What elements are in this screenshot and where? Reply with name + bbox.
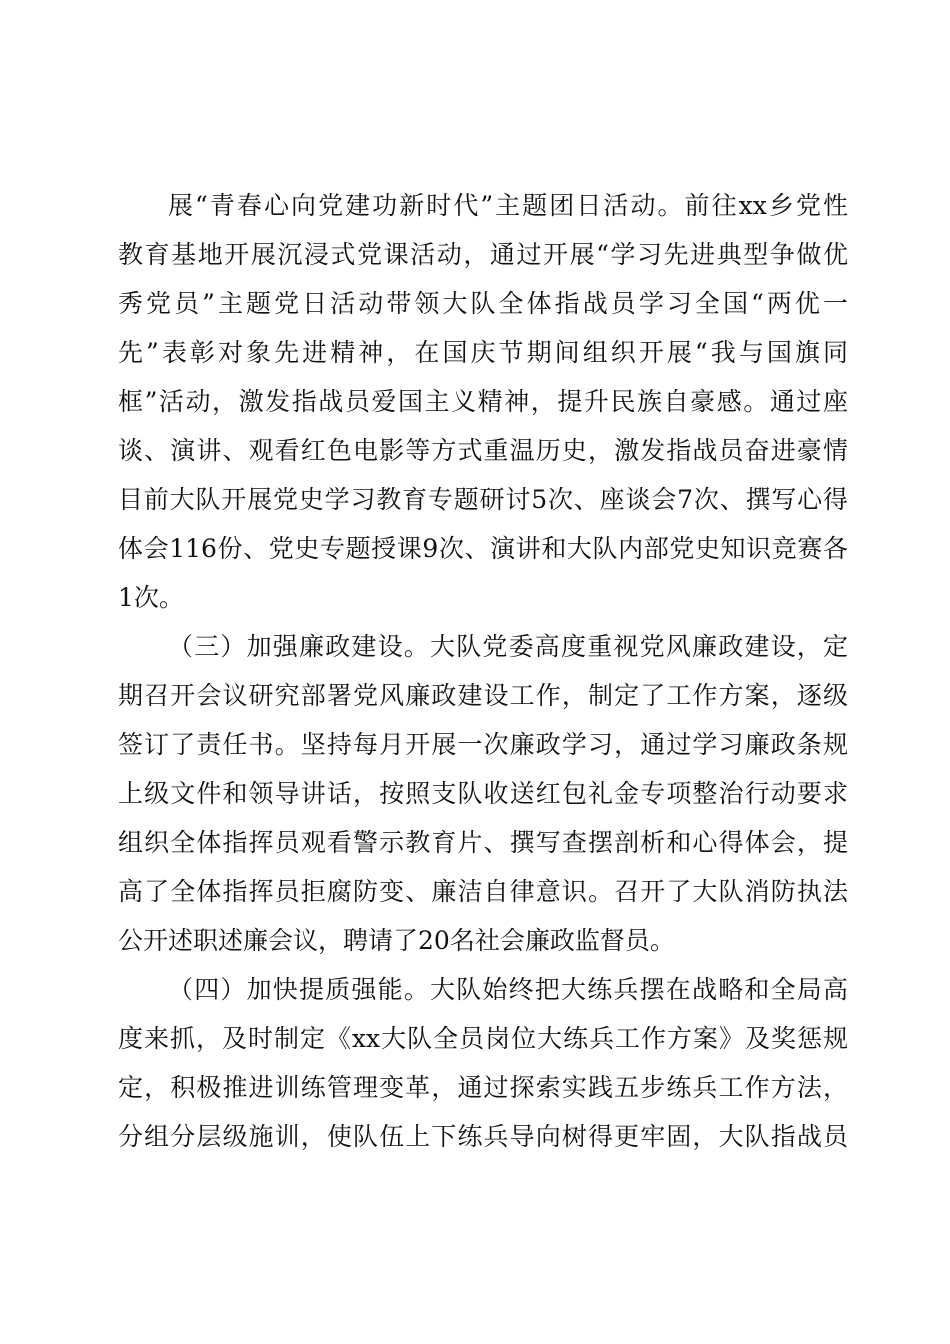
text-line: 体会116份、党史专题授课9次、演讲和大队内部党史知识竞赛各 [118,534,848,563]
text-line: 教育基地开展沉浸式党课活动，通过开展“学习先进典型争做优 [118,240,848,269]
text-line: 高了全体指挥员拒腐防变、廉洁自律意识。召开了大队消防执法 [118,877,848,906]
text-line: 公开述职述廉会议，聘请了20名社会廉政监督员。 [118,926,675,955]
document-body [118,181,848,1161]
text-line: 谈、演讲、观看红色电影等方式重温历史，激发指战员奋进豪情 [118,436,848,465]
text-line: 期召开会议研究部署党风廉政建设工作，制定了工作方案，逐级 [118,681,848,710]
text-line: （三）加强廉政建设。大队党委高度重视党风廉政建设，定 [168,632,848,661]
text-line: （四）加快提质强能。大队始终把大练兵摆在战略和全局高 [168,975,848,1004]
text-line: 先”表彰对象先进精神，在国庆节期间组织开展“我与国旗同 [118,338,848,367]
text-line: 定，积极推进训练管理变革，通过探索实践五步练兵工作方法， [118,1073,848,1102]
text-line: 秀党员”主题党日活动带领大队全体指战员学习全国“两优一 [118,289,848,318]
text-line: 上级文件和领导讲话，按照支队收送红包礼金专项整治行动要求 [118,779,848,808]
text-line: 1次。 [118,583,184,612]
text-line: 目前大队开展党史学习教育专题研讨5次、座谈会7次、撰写心得 [118,485,848,514]
text-line: 展“青春心向党建功新时代”主题团日活动。前往xx乡党性 [168,191,848,220]
text-line: 框”活动，激发指战员爱国主义精神，提升民族自豪感。通过座 [118,387,848,416]
text-line: 签订了责任书。坚持每月开展一次廉政学习，通过学习廉政条规 [118,730,848,759]
text-line: 组织全体指挥员观看警示教育片、撰写查摆剖析和心得体会，提 [118,828,848,857]
text-line: 度来抓，及时制定《xx大队全员岗位大练兵工作方案》及奖惩规 [118,1024,848,1053]
text-line: 分组分层级施训，使队伍上下练兵导向树得更牢固，大队指战员 [118,1122,848,1151]
